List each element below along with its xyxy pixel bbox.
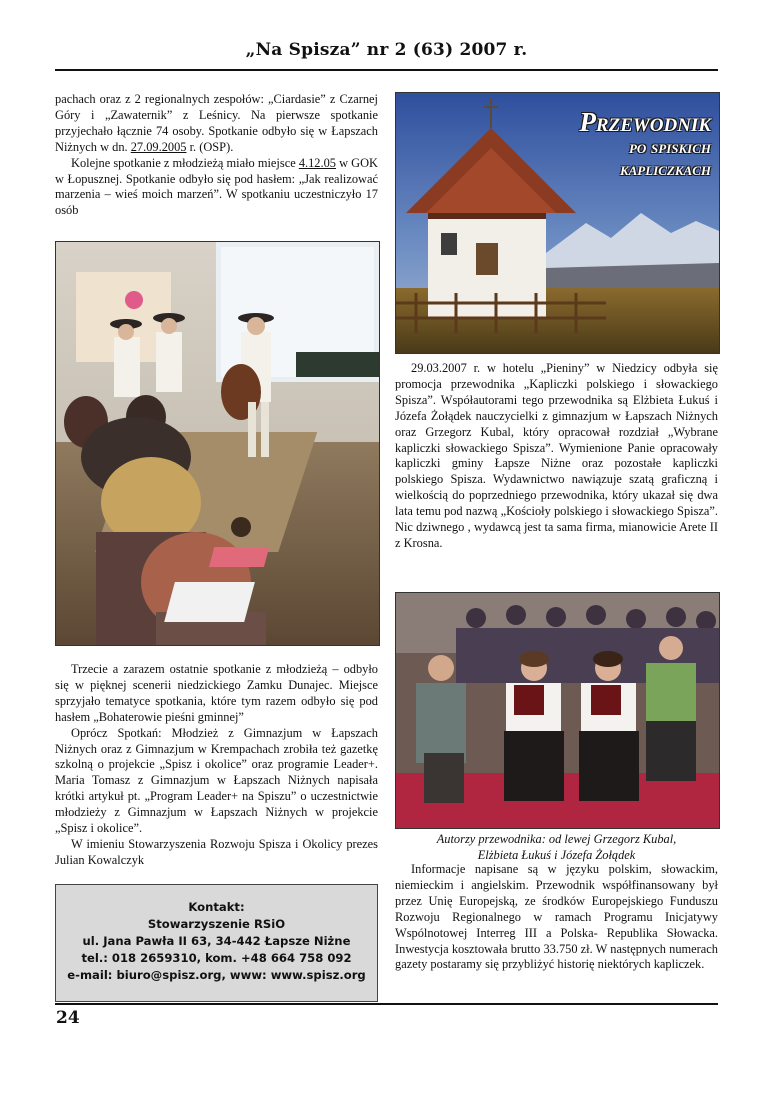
contact-box bbox=[55, 884, 378, 1002]
photo-musicians bbox=[55, 241, 380, 646]
paragraph-3: Trzecie a zarazem ostatnie spotkanie z młodzieżą – odbyło się w pięknej scenerii niedzickiego Zamku Dunajec. Miejsce sprzyjało tematyce spotkania, które tym razem odbyło się pod hasłem „Bohaterowie pieśni gminnej” bbox=[55, 662, 378, 724]
photo-authors-image bbox=[396, 593, 719, 828]
contact-heading: Kontakt: bbox=[188, 900, 245, 914]
paragraph-1 bbox=[55, 92, 378, 156]
photo-musicians-image bbox=[56, 242, 379, 645]
cover-title-line2: po spiskich bbox=[628, 137, 711, 158]
photo-caption bbox=[395, 831, 718, 863]
paragraph-4: Oprócz Spotkań: Młodzież z Gimnazjum w Łapszach Niżnych oraz z Gimnazjum w Krempachach zrobiła też gazetkę szkolną o projekcie „Spisz i okolice” oraz programie Leader+. Maria Tomasz z Gimnazjum w Łapszach Niżnych napisała krótki artykuł pt. „Program Leader+ na Spiszu” o uczestnictwie młodzieży z Gimnazjum w Łapszach Niżnych w projekcie „Spisz i okolice”. bbox=[55, 725, 378, 836]
right-paragraph-2: Informacje napisane są w języku polskim, słowackim, niemieckim i angielskim. Przewodnik współfinansowany był przez Unię Europejską, ze środków Europejskiego Funduszu Rozwoju Regionalnego w ramach Programu Inicjatywy Wspólnotowej Interreg III a Polska- Republika Słowacka. Inwestycja kosztowała brutto 33.750 zł. W następnych numerach gazety postaramy się przybliżyć historię niektórych kapliczek. bbox=[395, 862, 718, 972]
right-paragraph-1: 29.03.2007 r. w hotelu „Pieniny” w Niedzicy odbyła się promocja przewodnika „Kapliczki polskiego i słowackiego Spisza”. Współautorami tego przewodnika są Elżbieta Łukuś i Józefa Żołądek nauczycielki z gimnazjum w Łapszach Niżnych oraz Grzegorz Kubal, który opracował rozdział „Wybrane kapliczki słowackiego Spisza”. Wymienione Panie opracowały kapliczki gminy Łapsze Niżne oraz pozostałe kapliczki polskiego Spisza. Wydawnictwo nawiązuje szatą graficzną i wielkością do poprzedniego przewodnika, który ukazał się dwa lata temu pod nazwą „Kościoły polskiego i słowackiego Spisza”. Nic dziwnego , wydawcą jest ta sama firma, mianowicie Arete II z Krosna. bbox=[395, 361, 718, 550]
contact-phones: tel.: 018 2659310, kom. +48 664 758 092 bbox=[81, 951, 352, 965]
paragraph-2 bbox=[55, 156, 378, 220]
caption-line-1: Autorzy przewodnika: od lewej Grzegorz Kubal, bbox=[436, 832, 677, 846]
right-column-top bbox=[395, 361, 718, 552]
contact-web: e-mail: biuro@spisz.org, www: www.spisz.org bbox=[67, 968, 366, 982]
cover-title-line3: kapliczkach bbox=[619, 159, 711, 180]
page-header: „Na Spisza” nr 2 (63) 2007 r. bbox=[245, 40, 528, 60]
left-column-bottom bbox=[55, 662, 378, 869]
footer-rule bbox=[55, 1003, 718, 1005]
left-column-top bbox=[55, 92, 378, 219]
right-column-bottom bbox=[395, 862, 718, 973]
paragraph-2-date: 4.12.05 bbox=[298, 155, 336, 170]
contact-org: Stowarzyszenie RSiO bbox=[147, 917, 286, 931]
photo-authors bbox=[395, 592, 720, 829]
paragraph-1-text: pachach oraz z 2 regionalnych zespołów: „Ciardasie” z Czarnej Góry i „Zawaternik” z Leśnicy. Na pierwsze spotkanie przyjechało łącznie 74 osoby. Spotkanie odbyło się w Łapszach Niżnych w dn. bbox=[55, 92, 378, 154]
contact-address: ul. Jana Pawła II 63, 34-442 Łapsze Niżne bbox=[82, 934, 351, 948]
paragraph-1-text: r. (OSP). bbox=[186, 139, 234, 154]
header-rule bbox=[55, 69, 718, 71]
paragraph-1-date: 27.09.2005 bbox=[130, 139, 187, 154]
paragraph-2-text: w GOK w Łopusznej. Spotkanie odbyło się pod hasłem: „Jak realizować marzenia – wieś moich marzeń”. W spotkaniu uczestniczyło 17 osób bbox=[55, 155, 378, 218]
cover-title bbox=[579, 107, 711, 181]
caption-line-2: Elżbieta Łukuś i Józefa Żołądek bbox=[477, 848, 636, 862]
book-cover bbox=[395, 92, 720, 354]
page-number: 24 bbox=[56, 1008, 80, 1028]
paragraph-5: W imieniu Stowarzyszenia Rozwoju Spisza i Okolicy prezes Julian Kowalczyk bbox=[55, 836, 378, 867]
paragraph-2-text: Kolejne spotkanie z młodzieżą miało miejsce bbox=[71, 155, 299, 170]
cover-title-line1: Przewodnik bbox=[579, 107, 711, 137]
